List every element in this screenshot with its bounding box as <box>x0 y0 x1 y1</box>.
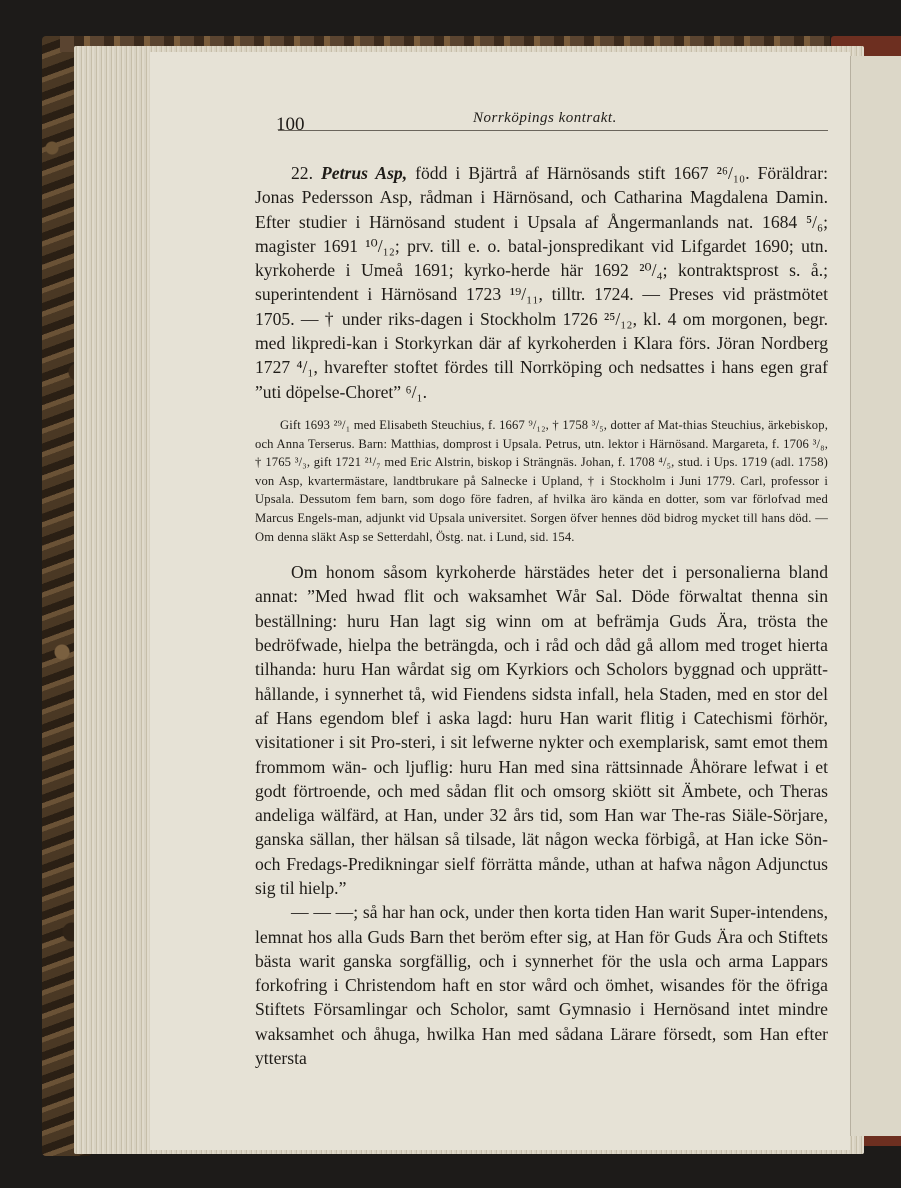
entry-text: född i Bjärtrå af Härnösands stift 1667 ²⁶/₁₀. Föräldrar: Jonas Pedersson Asp, rådman i Härnösand, och Catharina Magdalena Damin. Efter studier i Härnösand student i Upsala af Ångermanlands nat. 1684 ⁵/₆; magister 1691 ¹⁰/₁₂; prv. till e. o. batal-jonspredikant vid Lifgardet 1690; utn. kyrkoherde i Umeå 1691; kyrko-herde här 1692 ²⁰/₄; kontraktsprost s. å.; superintendent i Härnösand 1723 ¹⁹/₁₁, tilltr. 1724. — Preses vid prästmötet 1705. — † under riks-dagen i Stockholm 1726 ²⁵/₁₂, kl. 4 om morgonen, begr. med likpredi-kan i Storkyrkan där af kyrkoherden i Klara förs. Jöran Nordberg 1727 ⁴/₁, hvarefter stoftet fördes till Norrköping och nedsattes i hans egen graf ”uti döpelse-Choret” ⁶/₁. <box>255 163 828 402</box>
paragraph-2: — — —; så har han ock, under then korta tiden Han warit Super-intendens, lemnat hos alla Guds Barn thet beröm efter sig, at Han för Guds Ära och Stiftets bästa warit ganska sorgfällig, och i synnerhet för the usla och arma Lappars forkofring i Christendom haft en stor wård och ömhet, wisandes för the öfriga Stiftets Församlingar och Scholor, samt Gymnasio i Hernösand intet mindre waksamhet och åhuga, hwilka Han med sådana Lärare försedt, som Han efter yttersta <box>255 902 828 1069</box>
paragraph-1: Om honom såsom kyrkoherde härstädes heter det i personalierna bland annat: ”Med hwad flit och waksamhet Wår Sal. Döde förwaltat thenna sin beställning: huru Han lagt sig winn om at befrämja Guds Ära, trösta the bedröfwade, hielpa the beträngda, och i råd och dåd gå allom med troget hierta tilhanda: huru Han wårdat sig om Kyrkiors och Scholors byggnad och upprätt-hållande, i synnerhet tå, wid Fiendens sidsta infall, hela Staden, med en stor del af Hans egendom blef i aska lagd: huru Han warit flitig i Catechismi förhör, visitationer i sit Pro-steri, i sit lefwerne nykter och exemplarisk, samt emot them frommom wän- och ljuflig: huru Han med sina rättsinnade Åhörare lefwat i et godt förtroende, och med sådan flit och omsorg skiött sit Ämbete, och Theras andeliga wälfärd, at Han, under 32 års tid, som Han war The-ras Siäle-Sörjare, ganska sällan, ther hälsan så tilsade, lät någon wecka förbigå, at Han icke Sön- och Fredags-Predikningar sielf förrätta månde, uthan at hafwa någon Adjunctus sig til hielp.” <box>255 562 828 898</box>
next-page-edge <box>850 56 901 1136</box>
family-note: Gift 1693 ²⁹/₁ med Elisabeth Steuchius, f. 1667 ⁹/₁₂, † 1758 ³/₅, dotter af Mat-thias Steuchius, ärkebiskop, och Anna Terserus. Barn: Matthias, domprost i Upsala. Petrus, utn. lektor i Härnösand. Margareta, f. 1706 ³/₈, † 1765 ³/₃, gift 1721 ²¹/₇ med Eric Alstrin, biskop i Strängnäs. Johan, f. 1708 ⁴/₅, stud. i Ups. 1719 (adl. 1758) von Asp, kvartermästare, landtbrukare på Salnecke i Upland, † i Stockholm i Juni 1779. Carl, professor i Upsala. Dessutom fem barn, som dogo före fadren, af hvilka äro kända en dotter, som var förlofvad med Marcus Engels-man, adjunkt vid Upsala universitet. Sorgen öfver hennes död bidrog mycket till hans död. — Om denna släkt Asp se Setterdahl, Östg. nat. i Lund, sid. 154. <box>255 417 828 544</box>
entry-name: Petrus Asp, <box>321 163 408 183</box>
running-head <box>276 100 828 135</box>
entry-number: 22. <box>291 163 313 183</box>
biography-entry <box>248 161 828 404</box>
page-number: 100 <box>276 114 305 135</box>
page-text <box>248 100 828 1070</box>
running-title: Norrköpings kontrakt. <box>473 110 617 126</box>
